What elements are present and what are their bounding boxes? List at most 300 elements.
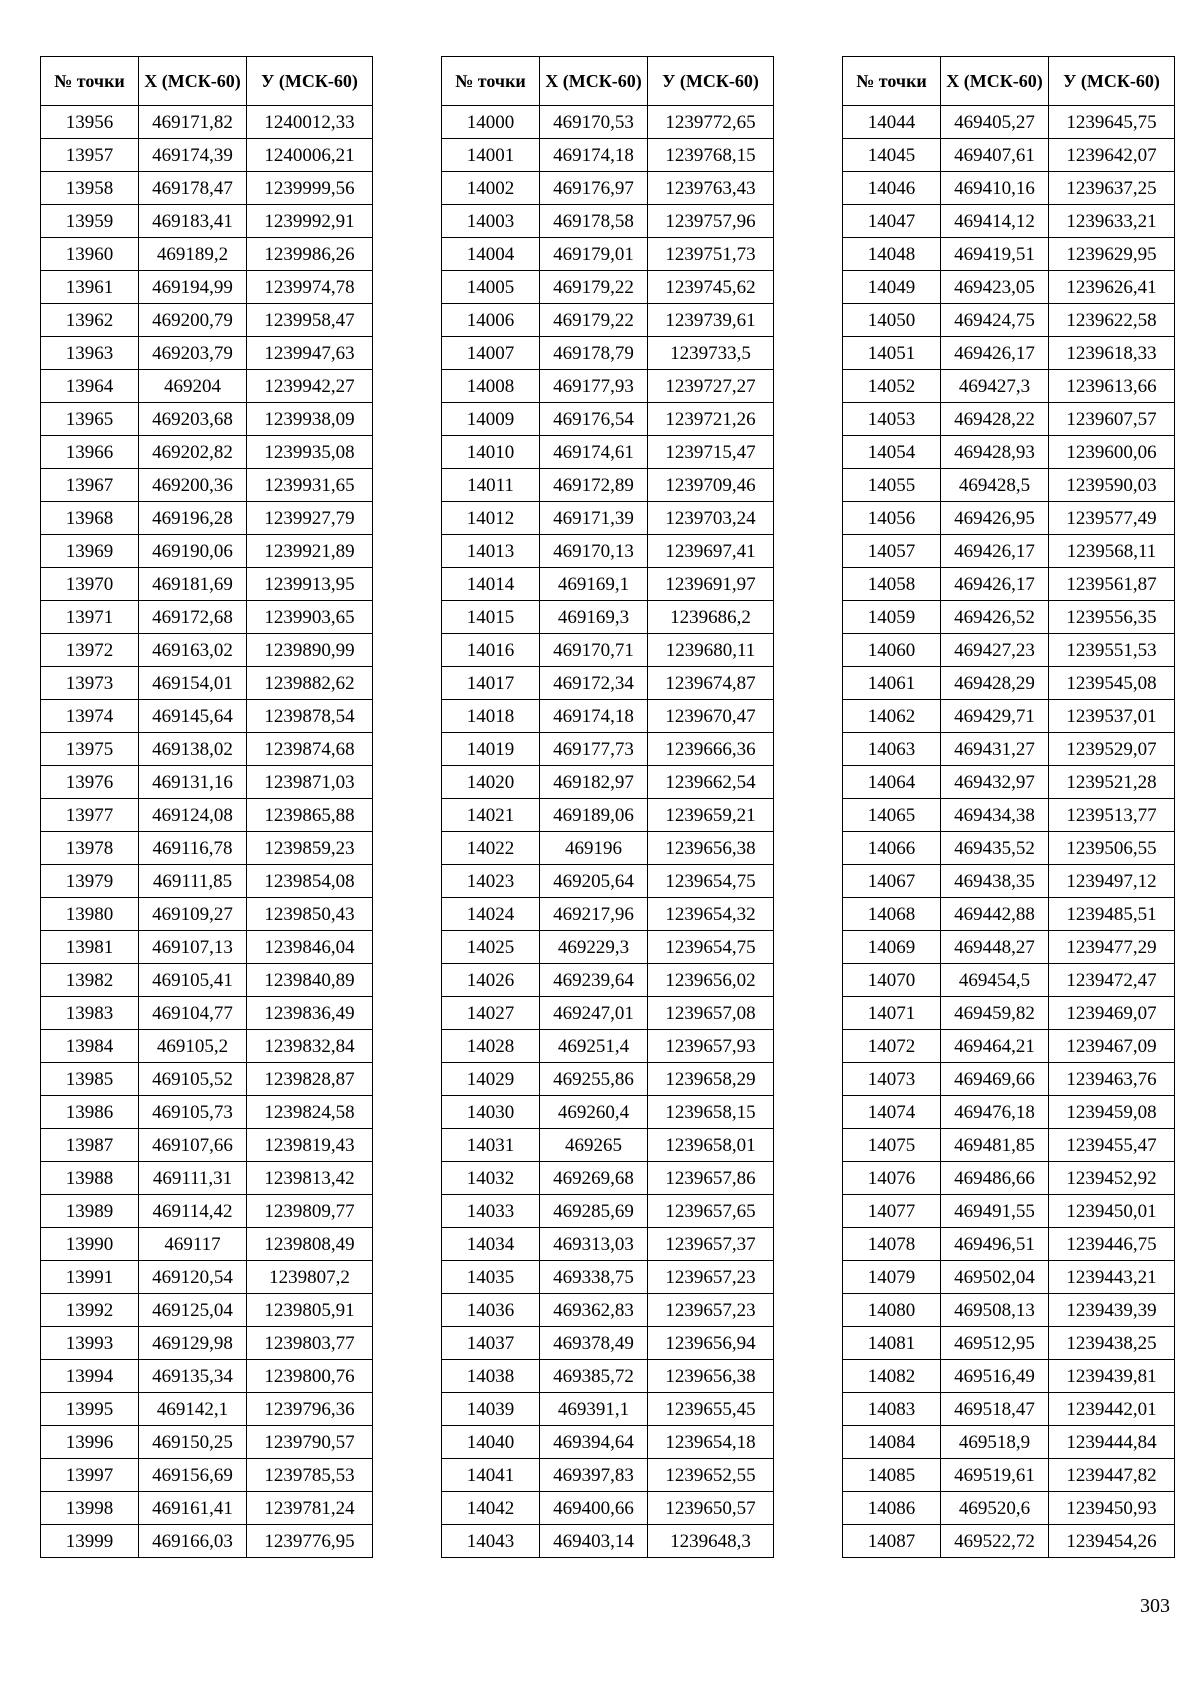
point-number-cell: 14064 — [843, 766, 941, 799]
y-coordinate-cell: 1240012,33 — [247, 106, 373, 139]
y-coordinate-cell: 1239650,57 — [648, 1492, 774, 1525]
table-row — [843, 535, 1175, 568]
point-number-cell: 13993 — [41, 1327, 139, 1360]
x-coordinate-cell: 469385,72 — [540, 1360, 648, 1393]
y-coordinate-cell: 1239890,99 — [247, 634, 373, 667]
point-number-cell: 13985 — [41, 1063, 139, 1096]
point-number-cell: 13967 — [41, 469, 139, 502]
table-row — [843, 337, 1175, 370]
y-coordinate-cell: 1239655,45 — [648, 1393, 774, 1426]
point-number-cell: 14076 — [843, 1162, 941, 1195]
table-row — [843, 469, 1175, 502]
y-coordinate-cell: 1239871,03 — [247, 766, 373, 799]
x-coordinate-cell: 469117 — [139, 1228, 247, 1261]
x-coordinate-cell: 469255,86 — [540, 1063, 648, 1096]
x-coordinate-cell: 469285,69 — [540, 1195, 648, 1228]
point-number-cell: 14004 — [442, 238, 540, 271]
point-number-cell: 14011 — [442, 469, 540, 502]
point-number-cell: 14057 — [843, 535, 941, 568]
x-coordinate-cell: 469400,66 — [540, 1492, 648, 1525]
table-row — [442, 535, 774, 568]
point-number-cell: 13994 — [41, 1360, 139, 1393]
y-coordinate-cell: 1239958,47 — [247, 304, 373, 337]
table-row — [442, 997, 774, 1030]
x-coordinate-cell: 469391,1 — [540, 1393, 648, 1426]
point-number-cell: 13998 — [41, 1492, 139, 1525]
y-coordinate-cell: 1239781,24 — [247, 1492, 373, 1525]
point-number-cell: 14087 — [843, 1525, 941, 1558]
x-coordinate-cell: 469169,1 — [540, 568, 648, 601]
x-coordinate-cell: 469114,42 — [139, 1195, 247, 1228]
x-coordinate-cell: 469174,18 — [540, 139, 648, 172]
y-coordinate-cell: 1239656,38 — [648, 832, 774, 865]
x-coordinate-cell: 469196,28 — [139, 502, 247, 535]
table-row — [442, 1327, 774, 1360]
table-row — [442, 337, 774, 370]
y-coordinate-cell: 1239629,95 — [1049, 238, 1175, 271]
table-row — [442, 733, 774, 766]
point-number-cell: 14071 — [843, 997, 941, 1030]
y-coordinate-cell: 1239521,28 — [1049, 766, 1175, 799]
x-coordinate-cell: 469520,6 — [941, 1492, 1049, 1525]
x-coordinate-cell: 469124,08 — [139, 799, 247, 832]
point-number-cell: 14055 — [843, 469, 941, 502]
x-coordinate-cell: 469189,06 — [540, 799, 648, 832]
y-coordinate-cell: 1239882,62 — [247, 667, 373, 700]
point-number-cell: 14015 — [442, 601, 540, 634]
x-coordinate-cell: 469407,61 — [941, 139, 1049, 172]
table-row — [442, 931, 774, 964]
table-row — [442, 568, 774, 601]
x-coordinate-cell: 469107,66 — [139, 1129, 247, 1162]
x-coordinate-cell: 469145,64 — [139, 700, 247, 733]
table-row — [442, 403, 774, 436]
y-coordinate-cell: 1239697,41 — [648, 535, 774, 568]
y-coordinate-cell: 1239974,78 — [247, 271, 373, 304]
table-row — [843, 865, 1175, 898]
x-coordinate-cell: 469362,83 — [540, 1294, 648, 1327]
x-coordinate-cell: 469496,51 — [941, 1228, 1049, 1261]
point-number-cell: 14035 — [442, 1261, 540, 1294]
x-coordinate-cell: 469405,27 — [941, 106, 1049, 139]
table-row — [843, 436, 1175, 469]
y-coordinate-cell: 1239648,3 — [648, 1525, 774, 1558]
y-coordinate-cell: 1239938,09 — [247, 403, 373, 436]
y-coordinate-cell: 1239450,93 — [1049, 1492, 1175, 1525]
x-coordinate-cell: 469183,41 — [139, 205, 247, 238]
table-row — [442, 1525, 774, 1558]
x-coordinate-cell: 469426,52 — [941, 601, 1049, 634]
y-coordinate-cell: 1239865,88 — [247, 799, 373, 832]
point-number-cell: 14023 — [442, 865, 540, 898]
point-number-cell: 14045 — [843, 139, 941, 172]
x-coordinate-cell: 469431,27 — [941, 733, 1049, 766]
y-coordinate-cell: 1239439,39 — [1049, 1294, 1175, 1327]
table-row — [41, 370, 373, 403]
y-coordinate-cell: 1239513,77 — [1049, 799, 1175, 832]
point-number-cell: 13957 — [41, 139, 139, 172]
header-point-number: № точки — [41, 57, 139, 106]
x-coordinate-cell: 469518,9 — [941, 1426, 1049, 1459]
table-row — [41, 601, 373, 634]
y-coordinate-cell: 1239654,18 — [648, 1426, 774, 1459]
table-row — [843, 304, 1175, 337]
x-coordinate-cell: 469182,97 — [540, 766, 648, 799]
y-coordinate-cell: 1239824,58 — [247, 1096, 373, 1129]
x-coordinate-cell: 469135,34 — [139, 1360, 247, 1393]
x-coordinate-cell: 469104,77 — [139, 997, 247, 1030]
point-number-cell: 14038 — [442, 1360, 540, 1393]
x-coordinate-cell: 469111,85 — [139, 865, 247, 898]
x-coordinate-cell: 469247,01 — [540, 997, 648, 1030]
point-number-cell: 13987 — [41, 1129, 139, 1162]
table-row — [41, 733, 373, 766]
point-number-cell: 13965 — [41, 403, 139, 436]
y-coordinate-cell: 1239469,07 — [1049, 997, 1175, 1030]
x-coordinate-cell: 469432,97 — [941, 766, 1049, 799]
table-row — [843, 1063, 1175, 1096]
table-row — [41, 1393, 373, 1426]
table-row — [41, 1195, 373, 1228]
y-coordinate-cell: 1239803,77 — [247, 1327, 373, 1360]
y-coordinate-cell: 1239999,56 — [247, 172, 373, 205]
table-row — [843, 766, 1175, 799]
table-row — [442, 436, 774, 469]
y-coordinate-cell: 1239626,41 — [1049, 271, 1175, 304]
x-coordinate-cell: 469459,82 — [941, 997, 1049, 1030]
point-number-cell: 14036 — [442, 1294, 540, 1327]
y-coordinate-cell: 1239785,53 — [247, 1459, 373, 1492]
x-coordinate-cell: 469163,02 — [139, 634, 247, 667]
point-number-cell: 14077 — [843, 1195, 941, 1228]
x-coordinate-cell: 469519,61 — [941, 1459, 1049, 1492]
x-coordinate-cell: 469205,64 — [540, 865, 648, 898]
x-coordinate-cell: 469454,5 — [941, 964, 1049, 997]
table-row — [41, 1525, 373, 1558]
table-row — [41, 1327, 373, 1360]
y-coordinate-cell: 1239497,12 — [1049, 865, 1175, 898]
x-coordinate-cell: 469423,05 — [941, 271, 1049, 304]
table-row — [843, 1228, 1175, 1261]
x-coordinate-cell: 469424,75 — [941, 304, 1049, 337]
table-row — [442, 271, 774, 304]
point-number-cell: 14016 — [442, 634, 540, 667]
x-coordinate-cell: 469189,2 — [139, 238, 247, 271]
y-coordinate-cell: 1239808,49 — [247, 1228, 373, 1261]
x-coordinate-cell: 469174,61 — [540, 436, 648, 469]
table-row — [843, 832, 1175, 865]
point-number-cell: 14010 — [442, 436, 540, 469]
y-coordinate-cell: 1239658,15 — [648, 1096, 774, 1129]
y-coordinate-cell: 1239657,65 — [648, 1195, 774, 1228]
y-coordinate-cell: 1239622,58 — [1049, 304, 1175, 337]
y-coordinate-cell: 1239992,91 — [247, 205, 373, 238]
x-coordinate-cell: 469142,1 — [139, 1393, 247, 1426]
table-row — [41, 634, 373, 667]
x-coordinate-cell: 469313,03 — [540, 1228, 648, 1261]
point-number-cell: 14060 — [843, 634, 941, 667]
table-row — [41, 106, 373, 139]
x-coordinate-cell: 469427,3 — [941, 370, 1049, 403]
table-row — [442, 1195, 774, 1228]
table-row — [442, 502, 774, 535]
table-row — [41, 700, 373, 733]
x-coordinate-cell: 469428,5 — [941, 469, 1049, 502]
point-number-cell: 13989 — [41, 1195, 139, 1228]
table-row — [41, 205, 373, 238]
point-number-cell: 14042 — [442, 1492, 540, 1525]
x-coordinate-cell: 469194,99 — [139, 271, 247, 304]
table-row — [843, 1096, 1175, 1129]
x-coordinate-cell: 469176,54 — [540, 403, 648, 436]
table-row — [442, 1063, 774, 1096]
coordinates-table-1 — [40, 56, 373, 1558]
table-row — [843, 139, 1175, 172]
y-coordinate-cell: 1239652,55 — [648, 1459, 774, 1492]
x-coordinate-cell: 469178,79 — [540, 337, 648, 370]
point-number-cell: 14002 — [442, 172, 540, 205]
y-coordinate-cell: 1239874,68 — [247, 733, 373, 766]
table-row — [41, 832, 373, 865]
y-coordinate-cell: 1239645,75 — [1049, 106, 1175, 139]
x-coordinate-cell: 469378,49 — [540, 1327, 648, 1360]
y-coordinate-cell: 1239590,03 — [1049, 469, 1175, 502]
table-row — [843, 1030, 1175, 1063]
point-number-cell: 14082 — [843, 1360, 941, 1393]
y-coordinate-cell: 1239577,49 — [1049, 502, 1175, 535]
x-coordinate-cell: 469414,12 — [941, 205, 1049, 238]
table-row — [442, 370, 774, 403]
point-number-cell: 13956 — [41, 106, 139, 139]
table-row — [41, 1063, 373, 1096]
x-coordinate-cell: 469111,31 — [139, 1162, 247, 1195]
point-number-cell: 14081 — [843, 1327, 941, 1360]
header-y-coordinate: У (МСК-60) — [648, 57, 774, 106]
y-coordinate-cell: 1239772,65 — [648, 106, 774, 139]
point-number-cell: 14033 — [442, 1195, 540, 1228]
x-coordinate-cell: 469129,98 — [139, 1327, 247, 1360]
x-coordinate-cell: 469179,22 — [540, 271, 648, 304]
y-coordinate-cell: 1239658,29 — [648, 1063, 774, 1096]
point-number-cell: 14070 — [843, 964, 941, 997]
y-coordinate-cell: 1239442,01 — [1049, 1393, 1175, 1426]
point-number-cell: 14037 — [442, 1327, 540, 1360]
x-coordinate-cell: 469177,73 — [540, 733, 648, 766]
table-row — [41, 667, 373, 700]
table-row — [442, 700, 774, 733]
point-number-cell: 13983 — [41, 997, 139, 1030]
coordinates-table-3 — [842, 56, 1175, 1558]
y-coordinate-cell: 1239813,42 — [247, 1162, 373, 1195]
table-row — [442, 667, 774, 700]
y-coordinate-cell: 1239745,62 — [648, 271, 774, 304]
y-coordinate-cell: 1239662,54 — [648, 766, 774, 799]
y-coordinate-cell: 1239654,75 — [648, 865, 774, 898]
point-number-cell: 14032 — [442, 1162, 540, 1195]
x-coordinate-cell: 469170,13 — [540, 535, 648, 568]
table-row — [843, 1525, 1175, 1558]
y-coordinate-cell: 1239656,02 — [648, 964, 774, 997]
table-row — [442, 832, 774, 865]
table-row — [843, 898, 1175, 931]
x-coordinate-cell: 469161,41 — [139, 1492, 247, 1525]
x-coordinate-cell: 469486,66 — [941, 1162, 1049, 1195]
table-row — [41, 271, 373, 304]
x-coordinate-cell: 469476,18 — [941, 1096, 1049, 1129]
table-row — [41, 403, 373, 436]
point-number-cell: 14006 — [442, 304, 540, 337]
point-number-cell: 14029 — [442, 1063, 540, 1096]
y-coordinate-cell: 1239947,63 — [247, 337, 373, 370]
y-coordinate-cell: 1239467,09 — [1049, 1030, 1175, 1063]
point-number-cell: 14027 — [442, 997, 540, 1030]
y-coordinate-cell: 1239903,65 — [247, 601, 373, 634]
y-coordinate-cell: 1239613,66 — [1049, 370, 1175, 403]
y-coordinate-cell: 1239450,01 — [1049, 1195, 1175, 1228]
table-row — [41, 238, 373, 271]
point-number-cell: 14056 — [843, 502, 941, 535]
point-number-cell: 13959 — [41, 205, 139, 238]
y-coordinate-cell: 1239637,25 — [1049, 172, 1175, 205]
y-coordinate-cell: 1239850,43 — [247, 898, 373, 931]
point-number-cell: 14041 — [442, 1459, 540, 1492]
table-row — [442, 1228, 774, 1261]
x-coordinate-cell: 469131,16 — [139, 766, 247, 799]
x-coordinate-cell: 469172,89 — [540, 469, 648, 502]
y-coordinate-cell: 1239776,95 — [247, 1525, 373, 1558]
table-row — [442, 1459, 774, 1492]
point-number-cell: 14062 — [843, 700, 941, 733]
point-number-cell: 14001 — [442, 139, 540, 172]
point-number-cell: 13991 — [41, 1261, 139, 1294]
table-row — [843, 799, 1175, 832]
x-coordinate-cell: 469469,66 — [941, 1063, 1049, 1096]
x-coordinate-cell: 469251,4 — [540, 1030, 648, 1063]
x-coordinate-cell: 469426,95 — [941, 502, 1049, 535]
x-coordinate-cell: 469410,16 — [941, 172, 1049, 205]
x-coordinate-cell: 469426,17 — [941, 337, 1049, 370]
point-number-cell: 14007 — [442, 337, 540, 370]
x-coordinate-cell: 469171,39 — [540, 502, 648, 535]
point-number-cell: 13963 — [41, 337, 139, 370]
y-coordinate-cell: 1239659,21 — [648, 799, 774, 832]
point-number-cell: 13988 — [41, 1162, 139, 1195]
y-coordinate-cell: 1239463,76 — [1049, 1063, 1175, 1096]
x-coordinate-cell: 469429,71 — [941, 700, 1049, 733]
point-number-cell: 14061 — [843, 667, 941, 700]
y-coordinate-cell: 1239455,47 — [1049, 1129, 1175, 1162]
table-row — [442, 1360, 774, 1393]
point-number-cell: 14026 — [442, 964, 540, 997]
table-row — [41, 1228, 373, 1261]
table-row — [843, 1294, 1175, 1327]
table-row — [41, 502, 373, 535]
y-coordinate-cell: 1239832,84 — [247, 1030, 373, 1063]
point-number-cell: 14039 — [442, 1393, 540, 1426]
y-coordinate-cell: 1239846,04 — [247, 931, 373, 964]
table-row — [843, 403, 1175, 436]
point-number-cell: 14013 — [442, 535, 540, 568]
table-row — [442, 1294, 774, 1327]
table-row — [41, 172, 373, 205]
table-row — [442, 766, 774, 799]
y-coordinate-cell: 1239529,07 — [1049, 733, 1175, 766]
x-coordinate-cell: 469403,14 — [540, 1525, 648, 1558]
x-coordinate-cell: 469105,2 — [139, 1030, 247, 1063]
point-number-cell: 13978 — [41, 832, 139, 865]
table-row — [843, 370, 1175, 403]
header-y-coordinate: У (МСК-60) — [247, 57, 373, 106]
point-number-cell: 14044 — [843, 106, 941, 139]
table-row — [41, 1294, 373, 1327]
table-row — [41, 1030, 373, 1063]
y-coordinate-cell: 1239485,51 — [1049, 898, 1175, 931]
x-coordinate-cell: 469204 — [139, 370, 247, 403]
x-coordinate-cell: 469426,17 — [941, 568, 1049, 601]
table-row — [843, 1459, 1175, 1492]
table-row — [843, 205, 1175, 238]
y-coordinate-cell: 1239840,89 — [247, 964, 373, 997]
table-row — [41, 766, 373, 799]
y-coordinate-cell: 1239986,26 — [247, 238, 373, 271]
table-row — [843, 1426, 1175, 1459]
y-coordinate-cell: 1239805,91 — [247, 1294, 373, 1327]
point-number-cell: 13969 — [41, 535, 139, 568]
point-number-cell: 13990 — [41, 1228, 139, 1261]
point-number-cell: 14009 — [442, 403, 540, 436]
table-row — [442, 106, 774, 139]
y-coordinate-cell: 1239551,53 — [1049, 634, 1175, 667]
table-row — [843, 1492, 1175, 1525]
y-coordinate-cell: 1239561,87 — [1049, 568, 1175, 601]
table-row — [843, 271, 1175, 304]
x-coordinate-cell: 469190,06 — [139, 535, 247, 568]
y-coordinate-cell: 1239739,61 — [648, 304, 774, 337]
y-coordinate-cell: 1239657,86 — [648, 1162, 774, 1195]
y-coordinate-cell: 1239607,57 — [1049, 403, 1175, 436]
y-coordinate-cell: 1239674,87 — [648, 667, 774, 700]
table-row — [41, 1129, 373, 1162]
y-coordinate-cell: 1239537,01 — [1049, 700, 1175, 733]
point-number-cell: 14017 — [442, 667, 540, 700]
x-coordinate-cell: 469176,97 — [540, 172, 648, 205]
x-coordinate-cell: 469464,21 — [941, 1030, 1049, 1063]
x-coordinate-cell: 469120,54 — [139, 1261, 247, 1294]
y-coordinate-cell: 1239819,43 — [247, 1129, 373, 1162]
y-coordinate-cell: 1239568,11 — [1049, 535, 1175, 568]
y-coordinate-cell: 1239556,35 — [1049, 601, 1175, 634]
x-coordinate-cell: 469170,71 — [540, 634, 648, 667]
x-coordinate-cell: 469217,96 — [540, 898, 648, 931]
y-coordinate-cell: 1239459,08 — [1049, 1096, 1175, 1129]
table-row — [843, 601, 1175, 634]
point-number-cell: 13968 — [41, 502, 139, 535]
x-coordinate-cell: 469265 — [540, 1129, 648, 1162]
table-row — [843, 1162, 1175, 1195]
y-coordinate-cell: 1239935,08 — [247, 436, 373, 469]
point-number-cell: 14018 — [442, 700, 540, 733]
x-coordinate-cell: 469196 — [540, 832, 648, 865]
x-coordinate-cell: 469172,68 — [139, 601, 247, 634]
point-number-cell: 14066 — [843, 832, 941, 865]
y-coordinate-cell: 1239545,08 — [1049, 667, 1175, 700]
point-number-cell: 14065 — [843, 799, 941, 832]
point-number-cell: 14053 — [843, 403, 941, 436]
table-row — [843, 700, 1175, 733]
coordinates-table-2 — [441, 56, 774, 1558]
y-coordinate-cell: 1239703,24 — [648, 502, 774, 535]
point-number-cell: 13958 — [41, 172, 139, 205]
